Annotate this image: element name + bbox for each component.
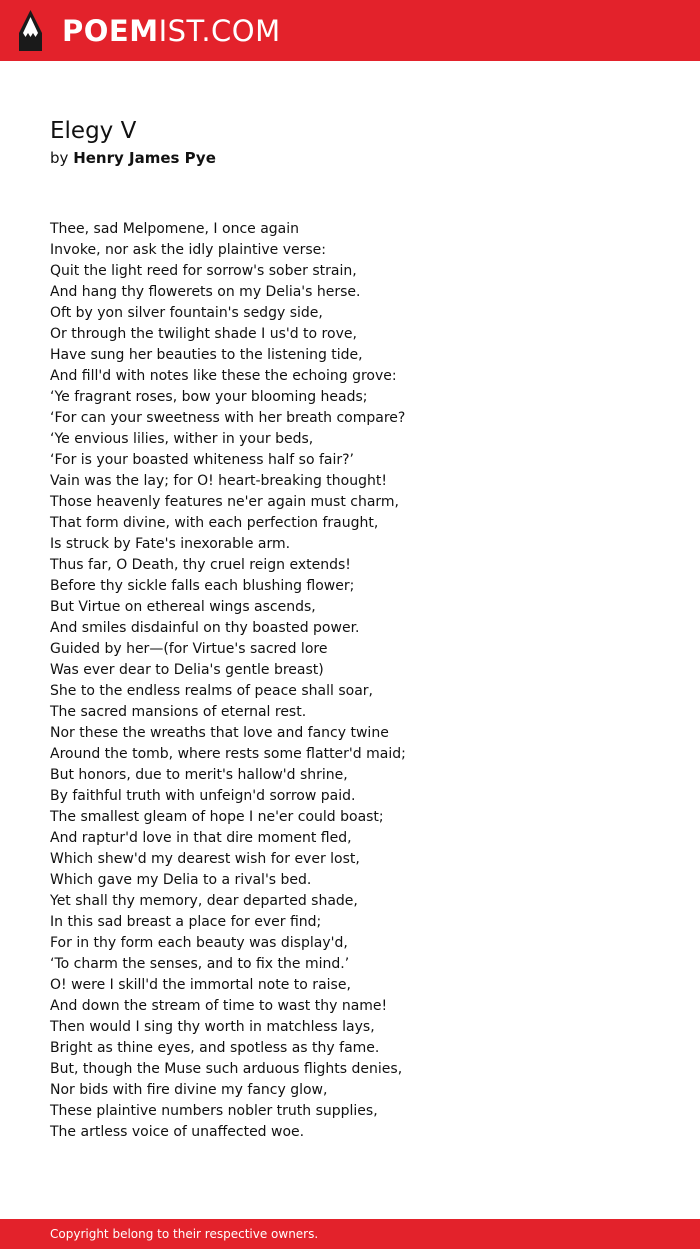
poem-line: And fill'd with notes like these the echoing grove: (50, 368, 397, 384)
poem-line: Around the tomb, where rests some flatter'd maid; (50, 746, 406, 762)
logo-bold-text: POEM (62, 14, 159, 48)
poem-line: Guided by her—(for Virtue's sacred lore (50, 641, 328, 657)
poem-line: The smallest gleam of hope I ne'er could boast; (50, 809, 384, 825)
poem-line: Or through the twilight shade I us'd to rove, (50, 326, 357, 342)
site-footer (0, 1219, 700, 1249)
poem-line: Those heavenly features ne'er again must charm, (50, 494, 400, 510)
pencil-tip-icon[interactable] (18, 9, 43, 52)
poem-line: And raptur'd love in that dire moment fled, (50, 830, 352, 846)
poem-line: Thus far, O Death, thy cruel reign extends! (50, 557, 351, 573)
poem-line: In this sad breast a place for ever find; (50, 914, 322, 930)
poem-line: Vain was the lay; for O! heart-breaking thought! (50, 473, 387, 489)
poem-line: The artless voice of unaffected woe. (50, 1124, 305, 1140)
poem-line: Then would I sing thy worth in matchless lays, (50, 1019, 375, 1035)
author-name: Henry James Pye (73, 149, 216, 167)
site-logo[interactable] (62, 11, 281, 51)
poem-line: And smiles disdainful on thy boasted power. (50, 620, 360, 636)
logo-light-text: IST.COM (158, 14, 281, 48)
poem-line: Invoke, nor ask the idly plaintive verse: (50, 242, 327, 258)
site-header (0, 0, 700, 61)
poem-line: That form divine, with each perfection fraught, (50, 515, 379, 531)
poem-line: But, though the Muse such arduous flights denies, (50, 1061, 403, 1077)
poem-line: And down the stream of time to wast thy name! (50, 998, 388, 1014)
poem-line: ‘Ye fragrant roses, bow your blooming heads; (50, 389, 368, 405)
poem-line: Which gave my Delia to a rival's bed. (50, 872, 312, 888)
poem-line: Yet shall thy memory, dear departed shade, (50, 893, 358, 909)
poem-line: For in thy form each beauty was display'd, (50, 935, 348, 951)
poem-line: These plaintive numbers nobler truth supplies, (50, 1103, 378, 1119)
poem-line: O! were I skill'd the immortal note to raise, (50, 977, 351, 993)
poem-line: By faithful truth with unfeign'd sorrow paid. (50, 788, 356, 804)
copyright-text: Copyright belong to their respective owners. (50, 1227, 319, 1241)
poem-line: ‘For can your sweetness with her breath compare? (50, 410, 406, 426)
poem-body (50, 219, 670, 1143)
poem-line: And hang thy flowerets on my Delia's herse. (50, 284, 361, 300)
poem-line: The sacred mansions of eternal rest. (50, 704, 307, 720)
poem-line: Is struck by Fate's inexorable arm. (50, 536, 291, 552)
poem-line: She to the endless realms of peace shall soar, (50, 683, 373, 699)
poem-line: ‘To charm the senses, and to fix the mind.’ (50, 956, 350, 972)
poem-line: But Virtue on ethereal wings ascends, (50, 599, 316, 615)
poem-line: ‘For is your boasted whiteness half so fair?’ (50, 452, 355, 468)
poem-title: Elegy V (50, 118, 137, 144)
poem-line: Quit the light reed for sorrow's sober strain, (50, 263, 357, 279)
poem-line: Bright as thine eyes, and spotless as thy fame. (50, 1040, 380, 1056)
poem-line: ‘Ye envious lilies, wither in your beds, (50, 431, 314, 447)
poem-line: Before thy sickle falls each blushing flower; (50, 578, 355, 594)
poem-line: Have sung her beauties to the listening tide, (50, 347, 363, 363)
poem-line: Nor bids with fire divine my fancy glow, (50, 1082, 328, 1098)
byline (50, 148, 216, 168)
poem-line: Was ever dear to Delia's gentle breast) (50, 662, 324, 678)
poem-line: Oft by yon silver fountain's sedgy side, (50, 305, 323, 321)
by-label: by (50, 149, 69, 167)
poem-line: Thee, sad Melpomene, I once again (50, 221, 300, 237)
poem-line: Which shew'd my dearest wish for ever lost, (50, 851, 360, 867)
poem-line: But honors, due to merit's hallow'd shrine, (50, 767, 348, 783)
poem-line: Nor these the wreaths that love and fancy twine (50, 725, 389, 741)
